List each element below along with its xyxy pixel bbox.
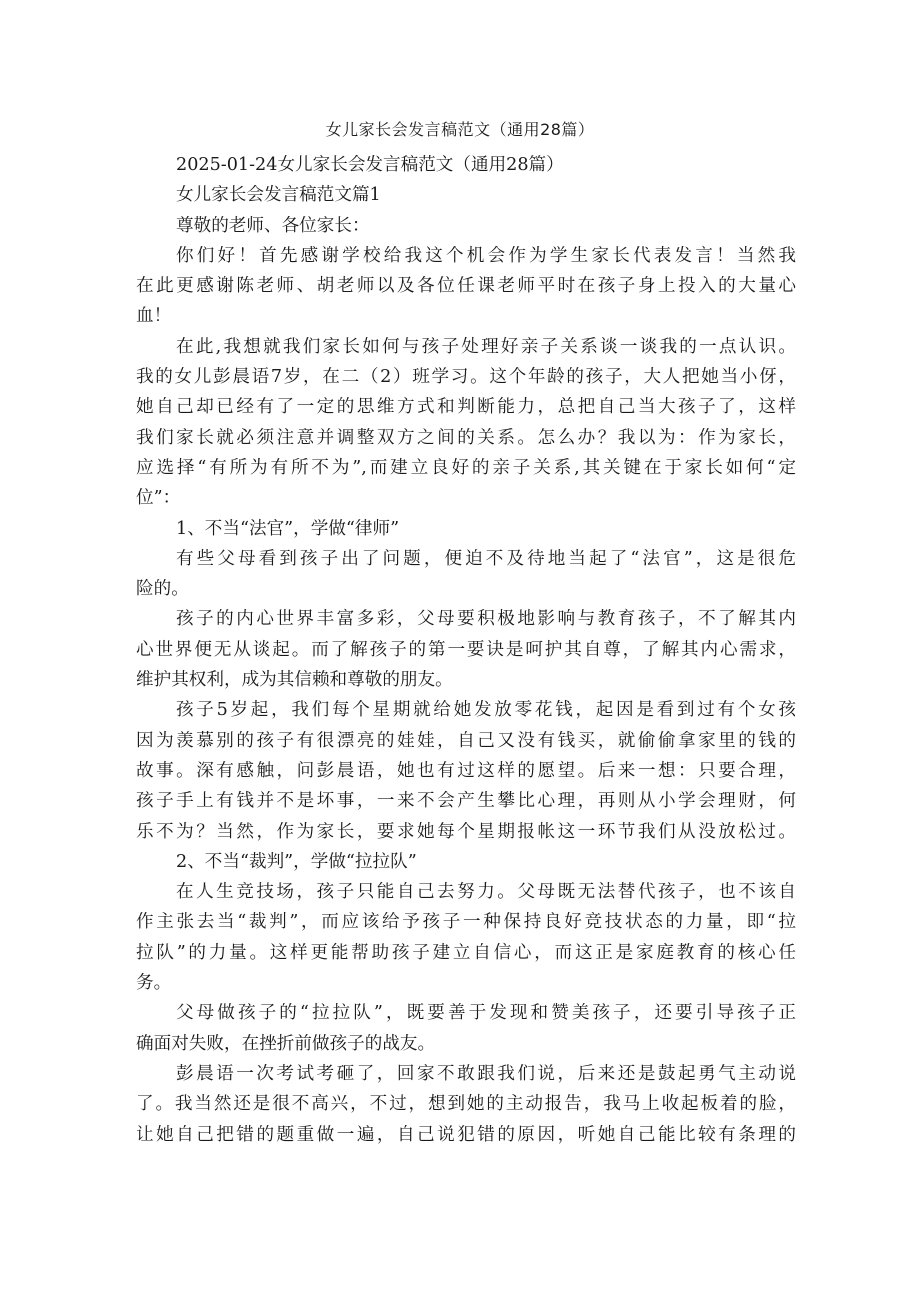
text-line: 我的女儿彭晨语7岁，在二（2）班学习。这个年龄的孩子，大人把她当小伢， [136, 367, 796, 388]
text-line: 应选择“有所为有所不为”,而建立良好的亲子关系,其关键在于家长如何“定 [136, 457, 796, 478]
text-line: 孩子5岁起，我们每个星期就给她发放零花钱，起因是看到过有个女孩 [176, 700, 796, 721]
document-title: 女儿家长会发言稿范文（通用28篇） [325, 120, 595, 139]
text-line: 孩子的内心世界丰富多彩，父母要积极地影响与教育孩子，不了解其内 [176, 609, 796, 630]
text-line: 让她自己把错的题重做一遍，自己说犯错的原因，听她自己能比较有条理的 [136, 1124, 796, 1145]
text-line: 险的。 [136, 579, 189, 600]
text-line: 父母做孩子的“拉拉队”，既要善于发现和赞美孩子，还要引导孩子正 [176, 1003, 796, 1024]
text-line: 作主张去当“裁判”，而应该给予孩子一种保持良好竞技状态的力量，即“拉 [136, 912, 796, 933]
text-line: 尊敬的老师、各位家长： [176, 215, 370, 236]
text-line: 在此,我想就我们家长如何与孩子处理好亲子关系谈一谈我的一点认识。 [176, 336, 796, 357]
text-line: 我们家长就必须注意并调整双方之间的关系。怎么办？我以为：作为家长， [136, 427, 796, 448]
text-line: 有些父母看到孩子出了问题，便迫不及待地当起了“法官”，这是很危 [176, 548, 796, 569]
text-line: 你们好！首先感谢学校给我这个机会作为学生家长代表发言！当然我 [176, 245, 796, 266]
text-line: 她自己却已经有了一定的思维方式和判断能力，总把自己当大孩子了，这样 [136, 397, 796, 418]
text-line: 2、不当“裁判”，学做“拉拉队” [176, 851, 417, 872]
text-line: 因为羡慕别的孩子有很漂亮的娃娃，自己又没有钱买，就偷偷拿家里的钱的 [136, 730, 796, 751]
text-line: 血！ [136, 306, 172, 327]
text-line: 2025-01-24女儿家长会发言稿范文（通用28篇） [176, 155, 564, 175]
text-line: 确面对失败，在挫折前做孩子的战友。 [136, 1033, 436, 1054]
text-line: 了。我当然还是很不高兴，不过，想到她的主动报告，我马上收起板着的脸， [136, 1094, 796, 1115]
text-line: 乐不为？当然，作为家长，要求她每个星期报帐这一环节我们从没放松过。 [136, 821, 796, 842]
text-line: 孩子手上有钱并不是坏事，一来不会产生攀比心理，再则从小学会理财，何 [136, 791, 796, 812]
text-line: 女儿家长会发言稿范文篇1 [176, 185, 381, 206]
text-line: 位”： [136, 488, 181, 509]
text-line: 在人生竞技场，孩子只能自己去努力。父母既无法替代孩子，也不该自 [176, 882, 796, 903]
text-line: 在此更感谢陈老师、胡老师以及各位任课老师平时在孩子身上投入的大量心 [136, 276, 796, 297]
text-line: 拉队”的力量。这样更能帮助孩子建立自信心，而这正是家庭教育的核心任 [136, 942, 796, 963]
text-line: 心世界便无从谈起。而了解孩子的第一要诀是呵护其自尊，了解其内心需求， [136, 639, 796, 660]
text-line: 彭晨语一次考试考砸了，回家不敢跟我们说，后来还是鼓起勇气主动说 [176, 1063, 796, 1084]
document-body [136, 150, 796, 1150]
text-line: 维护其权利，成为其信赖和尊敬的朋友。 [136, 670, 453, 691]
text-line: 1、不当“法官”，学做“律师” [176, 518, 400, 539]
text-line: 故事。深有感触，问彭晨语，她也有过这样的愿望。后来一想：只要合理， [136, 760, 796, 781]
text-line: 务。 [136, 973, 172, 994]
